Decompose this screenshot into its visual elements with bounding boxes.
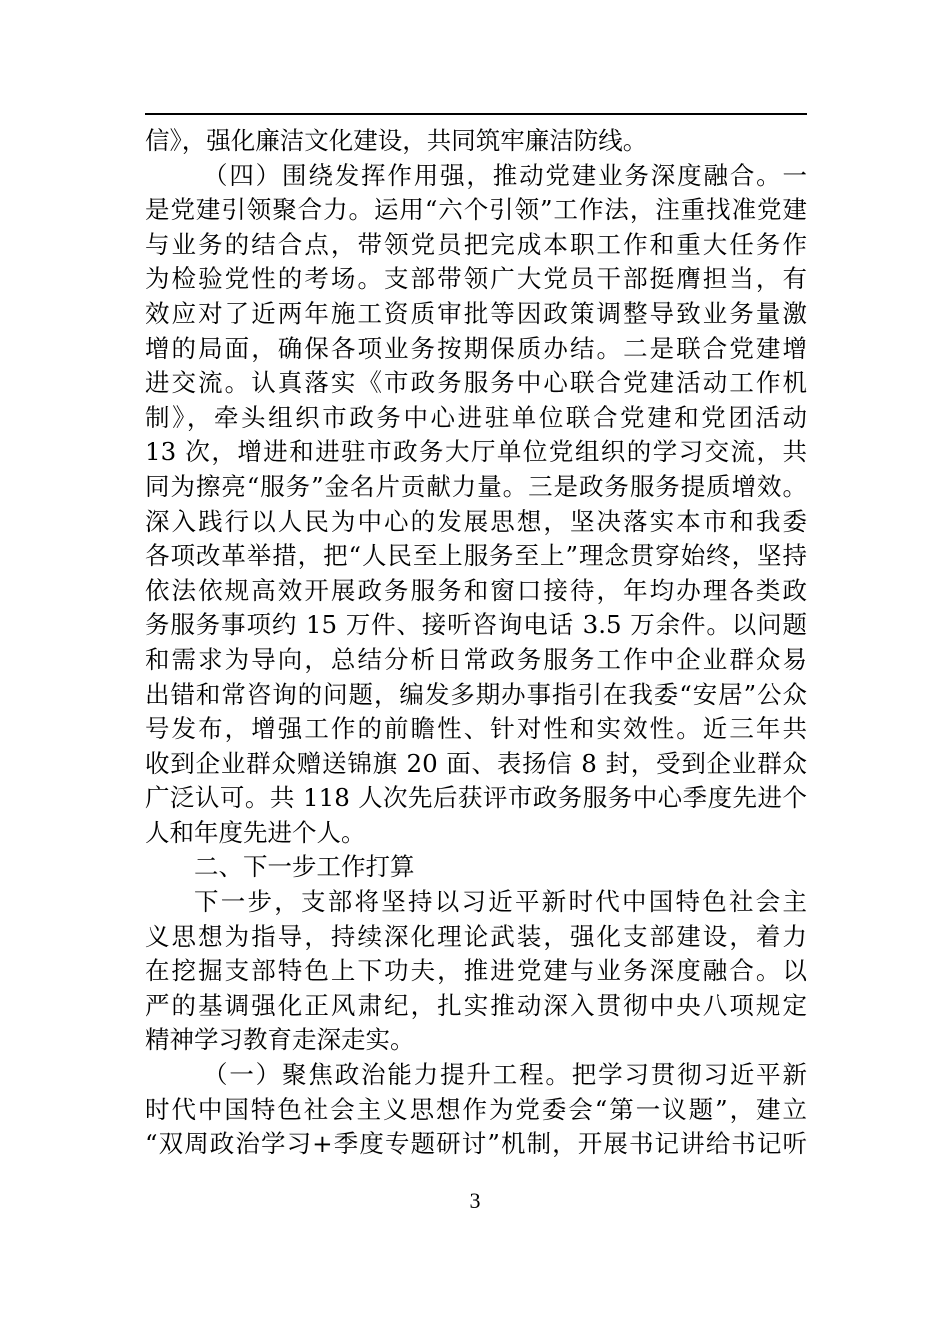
text-line: 各项改革举措，把“人民至上服务至上”理念贯穿始终，坚持 (145, 541, 807, 571)
text-line: 义思想为指导，持续深化理论武装，强化支部建设，着力 (145, 921, 807, 951)
text-line: （一）聚焦政治能力提升工程。把学习贯彻习近平新 (203, 1060, 807, 1090)
text-line: 人和年度先进个人。 (145, 817, 366, 847)
text-line: 同为擦亮“服务”金名片贡献力量。三是政务服务提质增效。 (145, 471, 807, 501)
text-line: “双周政治学习+季度专题研讨”机制，开展书记讲给书记听 (145, 1129, 807, 1159)
text-line: 严的基调强化正风肃纪，扎实推动深入贯彻中央八项规定 (145, 990, 807, 1020)
text-line: 信》，强化廉洁文化建设，共同筑牢廉洁防线。 (145, 126, 648, 155)
header-rule (145, 113, 807, 115)
text-line: 依法依规高效开展政务服务和窗口接待，年均办理各类政 (145, 575, 807, 605)
document-body (145, 124, 807, 1162)
text-line: 和需求为导向，总结分析日常政务服务工作中企业群众易 (145, 644, 807, 674)
text-line: 号发布，增强工作的前瞻性、针对性和实效性。近三年共 (145, 714, 807, 744)
text-line: 制》，牵头组织市政务中心进驻单位联合党建和党团活动 (145, 402, 807, 432)
text-line: 收到企业群众赠送锦旗 20 面、表扬信 8 封，受到企业群众 (145, 748, 807, 778)
text-line: 时代中国特色社会主义思想作为党委会“第一议题”，建立 (145, 1094, 807, 1124)
text-line: 精神学习教育走深走实。 (145, 1025, 415, 1055)
page-number: 3 (469, 1188, 481, 1213)
text-line: 出错和常咨询的问题，编发多期办事指引在我委“安居”公众 (145, 679, 807, 709)
text-line: 与业务的结合点，带领党员把完成本职工作和重大任务作 (145, 229, 807, 259)
text-line: （四）围绕发挥作用强，推动党建业务深度融合。一 (203, 160, 807, 190)
text-line: 效应对了近两年施工资质审批等因政策调整导致业务量激 (145, 298, 807, 328)
text-line: 二、下一步工作打算 (194, 852, 415, 882)
text-line: 为检验党性的考场。支部带领广大党员干部挺膺担当，有 (145, 264, 807, 294)
text-line: 深入践行以人民为中心的发展思想，坚决落实本市和我委 (145, 506, 807, 536)
text-line: 是党建引领聚合力。运用“六个引领”工作法，注重找准党建 (145, 195, 807, 225)
text-line: 务服务事项约 15 万件、接听咨询电话 3.5 万余件。以问题 (145, 610, 807, 640)
text-line: 增的局面，确保各项业务按期保质办结。二是联合党建增 (145, 333, 807, 363)
text-line: 进交流。认真落实《市政务服务中心联合党建活动工作机 (145, 368, 807, 398)
text-line: 在挖掘支部特色上下功夫，推进党建与业务深度融合。以 (145, 956, 807, 986)
text-line: 13 次，增进和进驻市政务大厅单位党组织的学习交流，共 (145, 437, 807, 467)
text-line: 广泛认可。共 118 人次先后获评市政务服务中心季度先进个 (145, 783, 807, 813)
text-line: 下一步，支部将坚持以习近平新时代中国特色社会主 (194, 887, 807, 917)
